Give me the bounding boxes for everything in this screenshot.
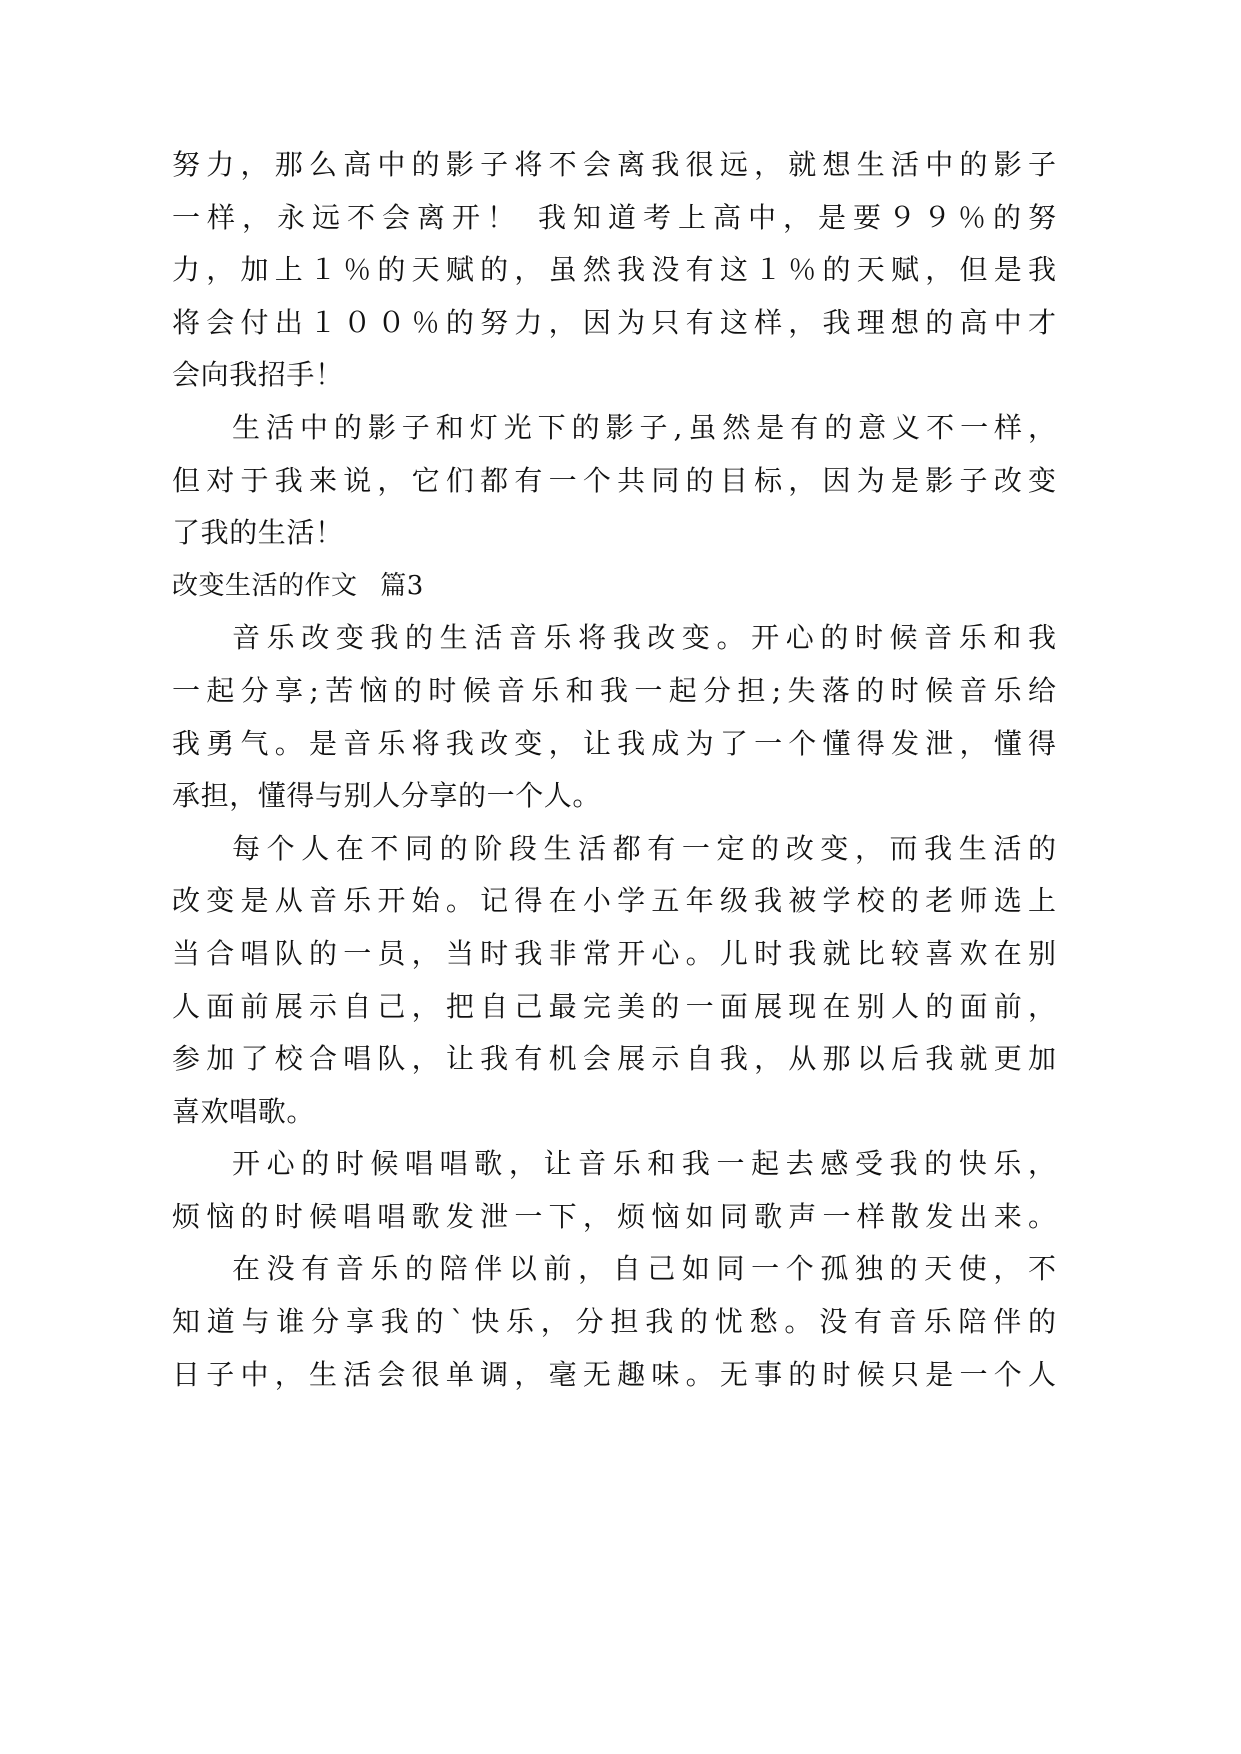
text-line: 开心的时候唱唱歌，让音乐和我一起去感受我的快乐， (232, 1147, 1056, 1181)
text-line: 承担，懂得与别人分享的一个人。 (172, 779, 602, 813)
paragraph (172, 823, 1056, 1139)
text-line: 将会付出１００％的努力，因为只有这样，我理想的高中才 (172, 305, 1056, 339)
text-line: 力，加上１％的天赋的，虽然我没有这１％的天赋，但是我 (172, 253, 1056, 287)
text-line: 努力，那么高中的影子将不会离我很远，就想生活中的影子 (172, 148, 1056, 181)
text-line: 每个人在不同的阶段生活都有一定的改变，而我生活的 (232, 831, 1056, 865)
text-line: 音乐改变我的生活音乐将我改变。开心的时候音乐和我 (232, 621, 1056, 655)
paragraph (172, 612, 1056, 822)
paragraph (172, 139, 1056, 402)
text-line: 一起分享;苦恼的时候音乐和我一起分担;失落的时候音乐给 (172, 673, 1056, 707)
text-line: 了我的生活！ (172, 516, 344, 550)
text-line: 人面前展示自己，把自己最完美的一面展现在别人的面前， (172, 989, 1056, 1023)
text-line: 一样，永远不会离开！ 我知道考上高中，是要９９％的努 (172, 200, 1056, 234)
paragraph (172, 402, 1056, 560)
text-line: 生活中的影子和灯光下的影子,虽然是有的意义不一样， (232, 410, 1056, 444)
paragraph (172, 1138, 1056, 1243)
section-heading: 改变生活的作文 篇3 (172, 570, 424, 601)
text-line: 改变是从音乐开始。记得在小学五年级我被学校的老师选上 (172, 884, 1056, 918)
text-line: 我勇气。是音乐将我改变，让我成为了一个懂得发泄，懂得 (172, 726, 1056, 760)
text-line: 知道与谁分享我的`快乐，分担我的忧愁。没有音乐陪伴的 (172, 1305, 1056, 1339)
text-line: 喜欢唱歌。 (172, 1094, 316, 1128)
paragraph (172, 1243, 1056, 1401)
text-line: 会向我招手！ (172, 358, 344, 392)
document-body (172, 139, 1056, 1401)
text-line: 日子中，生活会很单调，毫无趣味。无事的时候只是一个人 (172, 1357, 1056, 1391)
text-line: 参加了校合唱队，让我有机会展示自我，从那以后我就更加 (172, 1042, 1056, 1076)
text-line: 烦恼的时候唱唱歌发泄一下，烦恼如同歌声一样散发出来。 (172, 1199, 1056, 1233)
text-line: 当合唱队的一员，当时我非常开心。儿时我就比较喜欢在别 (172, 936, 1056, 970)
text-line: 但对于我来说，它们都有一个共同的目标，因为是影子改变 (172, 463, 1056, 497)
text-line: 在没有音乐的陪伴以前，自己如同一个孤独的天使，不 (232, 1252, 1056, 1286)
